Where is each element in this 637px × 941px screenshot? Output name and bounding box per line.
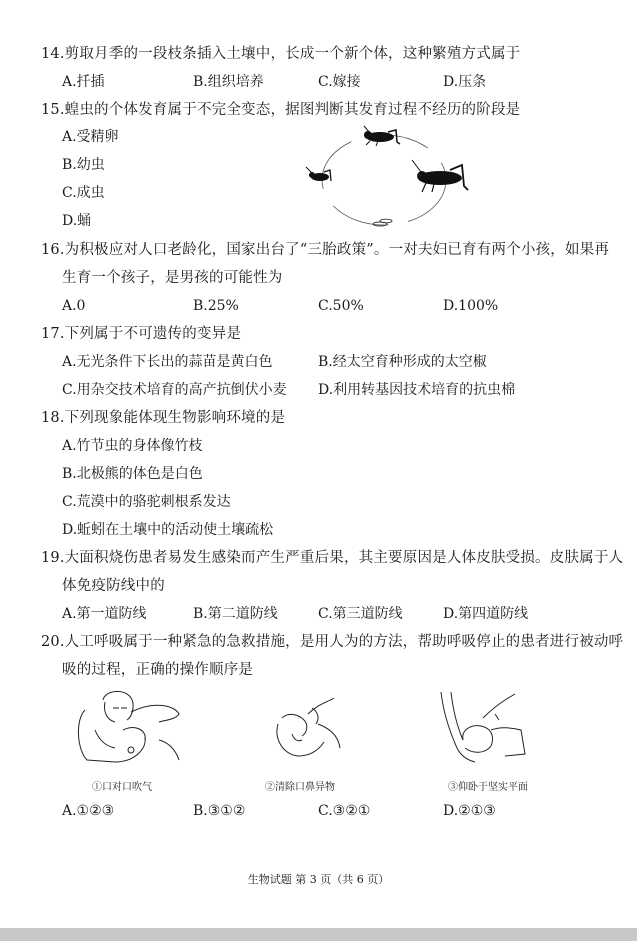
q19-option-d: D.第四道防线 [443,606,529,622]
question-19-stem-line-1: 19.大面积烧伤患者易发生感染而产生严重后果，其主要原因是人体皮肤受损。皮肤属于人 [41,550,624,566]
question-20-stem-line-2: 吸的过程，正确的操作顺序是 [62,662,254,678]
q16-option-c: C.50% [318,298,364,314]
q14-option-b: B.组织培养 [193,74,264,90]
q17-option-d: D.利用转基因技术培育的抗虫棉 [318,382,516,398]
q17-option-a: A.无光条件下长出的蒜苗是黄白色 [62,354,273,370]
q19-option-c: C.第三道防线 [318,606,403,622]
mouth-to-mouth-figure [75,690,185,765]
q15-option-c: C.成虫 [62,185,105,201]
q18-option-c: C.荒漠中的骆驼刺根系发达 [62,494,231,510]
question-20-stem-line-1: 20.人工呼吸属于一种紧急的急救措施，是用人为的方法，帮助呼吸停止的患者进行被动呼 [41,634,624,650]
q20-option-b: B.③①② [193,803,246,819]
caption-supine-position: ③仰卧于坚实平面 [448,782,528,793]
supine-position-figure [435,690,535,765]
question-17-stem: 17.下列属于不可遗传的变异是 [41,326,242,342]
q19-option-a: A.第一道防线 [62,606,147,622]
grasshopper-adult-icon [412,160,468,192]
q16-option-a: A.0 [62,298,86,314]
q18-option-d: D.蚯蚓在土壤中的活动使土壤疏松 [62,522,274,538]
bottom-scroll-bar [0,928,637,941]
q15-option-d: D.蛹 [62,213,92,229]
question-14-stem: 14.剪取月季的一段枝条插入土壤中，长成一个新个体，这种繁殖方式属于 [41,46,521,62]
clear-airway-figure [268,694,348,764]
q17-option-b: B.经太空育种形成的太空椒 [318,354,487,370]
question-15-stem: 15.蝗虫的个体发育属于不完全变态，据图判断其发育过程不经历的阶段是 [41,102,521,118]
question-19-stem-line-2: 体免疫防线中的 [62,578,165,594]
q19-option-b: B.第二道防线 [193,606,278,622]
caption-mouth-to-mouth: ①口对口吹气 [92,782,152,793]
question-16-stem-line-2: 生育一个孩子，是男孩的可能性为 [62,270,283,286]
caption-clear-airway: ②清除口鼻异物 [265,782,335,793]
q18-option-b: B.北极熊的体色是白色 [62,466,203,482]
q20-option-d: D.②①③ [443,803,496,819]
grasshopper-nymph-small-icon [306,167,331,181]
q20-option-c: C.③②① [318,803,371,819]
question-18-stem: 18.下列现象能体现生物影响环境的是 [41,410,286,426]
q18-option-a: A.竹节虫的身体像竹枝 [62,438,203,454]
q15-option-b: B.幼虫 [62,157,105,173]
q14-option-a: A.扦插 [62,74,105,90]
q17-option-c: C.用杂交技术培育的高产抗倒伏小麦 [62,382,287,398]
q20-option-a: A.①②③ [62,803,115,819]
grasshopper-life-cycle-diagram [300,120,480,230]
q14-option-d: D.压条 [443,74,487,90]
q14-option-c: C.嫁接 [318,74,361,90]
question-16-stem-line-1: 16.为积极应对人口老龄化，国家出台了“三胎政策”。一对夫妇已育有两个小孩，如果再 [41,242,610,258]
q16-option-b: B.25% [193,298,239,314]
page-footer: 生物试题 第 3 页（共 6 页） [247,873,390,886]
q15-option-a: A.受精卵 [62,129,119,145]
q16-option-d: D.100% [443,298,499,314]
